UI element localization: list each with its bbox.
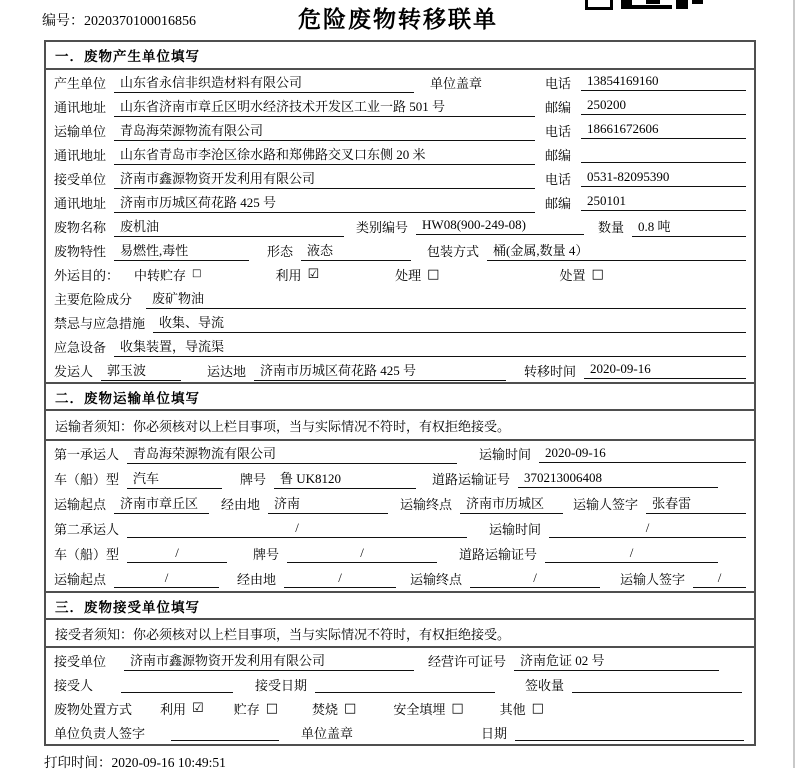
address-label: 通讯地址 bbox=[54, 147, 107, 163]
form-value: 液态 bbox=[301, 240, 411, 261]
signed-amount-value bbox=[572, 676, 742, 693]
license-label: 经营许可证号 bbox=[428, 653, 507, 669]
endpoint-label: 运输终点 bbox=[410, 572, 463, 587]
checkbox-empty-icon: □ bbox=[192, 268, 202, 279]
waste-name-value: 废机油 bbox=[114, 216, 344, 237]
road-permit-value: / bbox=[545, 545, 718, 563]
form-label: 形态 bbox=[267, 243, 294, 259]
phone-label: 电话 bbox=[544, 123, 571, 139]
checkbox-empty-icon: □ bbox=[265, 700, 278, 716]
disposal-method-label: 废物处置方式 bbox=[54, 701, 133, 717]
emergency-equipment-row bbox=[46, 334, 754, 358]
date-value bbox=[515, 724, 744, 741]
accept-person-label: 接受人 bbox=[54, 677, 94, 693]
accept-unit-value: 济南市鑫源物资开发利用有限公司 bbox=[124, 650, 414, 671]
emergency-equipment-label: 应急设备 bbox=[54, 339, 107, 355]
disposal-store-label: 贮存 bbox=[233, 701, 260, 717]
first-carrier-value: 青岛海荣源物流有限公司 bbox=[127, 443, 457, 464]
shipper-label: 发运人 bbox=[54, 363, 94, 379]
via-value: 济南 bbox=[268, 493, 388, 514]
via-value: / bbox=[284, 570, 396, 588]
phone3-group bbox=[545, 169, 746, 188]
page-edge-line bbox=[793, 0, 795, 768]
receiver-value: 济南市鑫源物资开发利用有限公司 bbox=[114, 168, 535, 189]
endpoint-value: / bbox=[470, 570, 600, 588]
hazard-row bbox=[46, 286, 754, 310]
license-value: 济南危证 02 号 bbox=[514, 650, 719, 671]
emergency-measures-row bbox=[46, 310, 754, 334]
zip-label: 邮编 bbox=[544, 99, 571, 115]
accept-person-value bbox=[121, 676, 233, 693]
quantity-label: 数量 bbox=[598, 219, 625, 235]
accept-date-value bbox=[315, 676, 495, 693]
destination-label: 运达地 bbox=[207, 363, 247, 379]
doc-number-value: 2020370100016856 bbox=[84, 14, 196, 29]
carrier-sign-value: 张春雷 bbox=[646, 493, 746, 514]
checkbox-empty-icon: □ bbox=[451, 700, 464, 716]
page-title: 危险废物转移联单 bbox=[298, 7, 498, 32]
emergency-measures-value: 收集、导流 bbox=[153, 312, 746, 333]
manager-sign-row bbox=[46, 720, 754, 744]
phone2-group bbox=[545, 121, 746, 140]
category-label: 类别编号 bbox=[356, 219, 409, 235]
accept-unit-label: 接受单位 bbox=[54, 653, 107, 669]
phone-label: 电话 bbox=[544, 75, 571, 91]
zip-label: 邮编 bbox=[544, 147, 571, 163]
endpoint-value: 济南市历城区 bbox=[460, 493, 563, 514]
plate-label: 牌号 bbox=[253, 547, 280, 562]
address-label: 通讯地址 bbox=[54, 99, 107, 115]
zip3-group bbox=[545, 193, 746, 212]
section3-heading: 三．废物接受单位填写 bbox=[46, 591, 754, 620]
disposal-landfill-label: 安全填埋 bbox=[393, 701, 446, 717]
first-carrier-row bbox=[46, 441, 754, 466]
print-time bbox=[44, 751, 226, 771]
purpose-use-label: 利用 bbox=[275, 267, 302, 283]
route2-row bbox=[46, 566, 754, 591]
origin-value: / bbox=[114, 570, 219, 588]
first-carrier-label: 第一承运人 bbox=[54, 447, 120, 462]
transporter-address-row bbox=[46, 142, 754, 166]
phone-value: 0531-82095390 bbox=[581, 169, 746, 187]
transporter-notice: 运输者须知：你必须核对以上栏目事项，当与实际情况不符时，有权拒绝接受。 bbox=[46, 411, 754, 441]
transport-time-value: / bbox=[549, 520, 746, 538]
transporter-label: 运输单位 bbox=[54, 123, 107, 139]
producer-label: 产生单位 bbox=[54, 75, 107, 91]
quantity-value: 0.8 吨 bbox=[632, 216, 746, 237]
checkbox-empty-icon: □ bbox=[591, 266, 604, 282]
carrier-sign-label: 运输人签字 bbox=[573, 497, 639, 512]
purpose-label: 外运目的： bbox=[54, 267, 120, 283]
producer-value: 山东省永信非织造材料有限公司 bbox=[114, 72, 414, 93]
print-time-label: 打印时间： bbox=[44, 755, 112, 770]
shipper-row bbox=[46, 358, 754, 382]
signed-amount-label: 签收量 bbox=[525, 677, 565, 693]
second-carrier-value: / bbox=[127, 520, 467, 538]
receiver-notice: 接受者须知：你必须核对以上栏目事项，当与实际情况不符时，有权拒绝接受。 bbox=[46, 620, 754, 648]
emergency-measures-label: 禁忌与应急措施 bbox=[54, 315, 146, 331]
vehicle-type-value: 汽车 bbox=[127, 468, 222, 489]
origin-label: 运输起点 bbox=[54, 497, 107, 512]
emergency-equipment-value: 收集装置，导流渠 bbox=[114, 336, 746, 357]
via-label: 经由地 bbox=[237, 572, 277, 587]
address-value: 山东省青岛市李沧区徐水路和郑佛路交叉口东侧 20 米 bbox=[114, 144, 535, 165]
disposal-other-label: 其他 bbox=[499, 701, 526, 717]
disposal-burn-label: 焚烧 bbox=[312, 701, 339, 717]
zip2-group bbox=[545, 145, 746, 164]
address-value: 山东省济南市章丘区明水经济技术开发区工业一路 501 号 bbox=[114, 96, 535, 117]
plate-value: / bbox=[287, 545, 437, 563]
receiver-label: 接受单位 bbox=[54, 171, 107, 187]
phone-label: 电话 bbox=[544, 171, 571, 187]
purpose-treat-label: 处理 bbox=[395, 267, 422, 283]
carrier-sign-label: 运输人签字 bbox=[620, 572, 686, 587]
hazard-value: 废矿物油 bbox=[146, 288, 746, 309]
packing-value: 桶(金属,数量 4） bbox=[487, 240, 746, 261]
checkbox-checked-icon: ☑ bbox=[192, 700, 204, 716]
purpose-row bbox=[46, 262, 754, 286]
checkbox-checked-icon: ☑ bbox=[307, 266, 320, 282]
road-permit-label: 道路运输证号 bbox=[459, 547, 538, 562]
receiver-row bbox=[46, 166, 754, 190]
destination-value: 济南市历城区荷花路 425 号 bbox=[254, 360, 506, 381]
transport-time-label: 运输时间 bbox=[479, 447, 532, 462]
zip-value: 250101 bbox=[581, 193, 746, 211]
zip-label: 邮编 bbox=[544, 195, 571, 211]
phone-value: 13854169160 bbox=[581, 73, 746, 91]
receiver-address-row bbox=[46, 190, 754, 214]
section2-heading: 二．废物运输单位填写 bbox=[46, 382, 754, 411]
via-label: 经由地 bbox=[221, 497, 261, 512]
zip-group bbox=[545, 97, 746, 116]
transfer-time-value: 2020-09-16 bbox=[584, 361, 746, 379]
print-time-value: 2020-09-16 10:49:51 bbox=[111, 755, 226, 770]
transporter-value: 青岛海荣源物流有限公司 bbox=[114, 120, 535, 141]
route1-row bbox=[46, 491, 754, 516]
character-value: 易燃性,毒性 bbox=[114, 240, 249, 261]
unit-seal-label: 单位盖章 bbox=[301, 725, 354, 741]
producer-row bbox=[46, 70, 754, 94]
doc-number-label: 编号： bbox=[42, 14, 84, 29]
second-carrier-label: 第二承运人 bbox=[54, 522, 120, 537]
transport-time-value: 2020-09-16 bbox=[539, 445, 746, 463]
checkbox-empty-icon: □ bbox=[427, 266, 440, 282]
accept-date-label: 接受日期 bbox=[255, 677, 308, 693]
vehicle1-row bbox=[46, 466, 754, 491]
manifest-table bbox=[44, 40, 756, 746]
origin-value: 济南市章丘区 bbox=[114, 493, 209, 514]
second-carrier-row bbox=[46, 516, 754, 541]
unit-seal-label: 单位盖章 bbox=[430, 75, 483, 91]
transport-time-label: 运输时间 bbox=[489, 522, 542, 537]
transfer-time-label: 转移时间 bbox=[524, 363, 577, 379]
endpoint-label: 运输终点 bbox=[400, 497, 453, 512]
plate-label: 牌号 bbox=[240, 472, 267, 487]
waste-character-row bbox=[46, 238, 754, 262]
accept-person-row bbox=[46, 672, 754, 696]
transporter-row bbox=[46, 118, 754, 142]
accept-unit-row bbox=[46, 648, 754, 672]
vehicle2-row bbox=[46, 541, 754, 566]
zip-value-empty bbox=[581, 146, 746, 163]
date-label: 日期 bbox=[481, 725, 508, 741]
manager-sign-label: 单位负责人签字 bbox=[54, 725, 146, 741]
disposal-use-label: 利用 bbox=[160, 701, 187, 717]
character-label: 废物特性 bbox=[54, 243, 107, 259]
category-value: HW08(900-249-08) bbox=[416, 217, 584, 235]
disposal-method-row bbox=[46, 696, 754, 720]
zip-value: 250200 bbox=[581, 97, 746, 115]
vehicle-type-label: 车（船）型 bbox=[54, 472, 120, 487]
road-permit-value: 370213006408 bbox=[518, 470, 718, 488]
checkbox-empty-icon: □ bbox=[531, 700, 544, 716]
carrier-sign-value: / bbox=[693, 570, 746, 588]
road-permit-label: 道路运输证号 bbox=[432, 472, 511, 487]
checkbox-empty-icon: □ bbox=[344, 700, 357, 716]
origin-label: 运输起点 bbox=[54, 572, 107, 587]
address-value: 济南市历城区荷花路 425 号 bbox=[114, 192, 535, 213]
waste-name-label: 废物名称 bbox=[54, 219, 107, 235]
address-label: 通讯地址 bbox=[54, 195, 107, 211]
waste-name-row bbox=[46, 214, 754, 238]
purpose-transfer-label: 中转贮存 bbox=[134, 267, 187, 283]
phone-group bbox=[545, 73, 746, 92]
vehicle-type-label: 车（船）型 bbox=[54, 547, 120, 562]
hazard-label: 主要危险成分 bbox=[54, 291, 133, 307]
phone-value: 18661672606 bbox=[581, 121, 746, 139]
shipper-value: 郭玉波 bbox=[101, 360, 181, 381]
packing-label: 包装方式 bbox=[427, 243, 480, 259]
manager-sign-value bbox=[171, 724, 279, 741]
plate-value: 鲁 UK8120 bbox=[274, 468, 416, 489]
producer-address-row bbox=[46, 94, 754, 118]
purpose-dispose-label: 处置 bbox=[559, 267, 586, 283]
vehicle-type-value: / bbox=[127, 545, 227, 563]
section1-heading: 一．废物产生单位填写 bbox=[46, 42, 754, 70]
